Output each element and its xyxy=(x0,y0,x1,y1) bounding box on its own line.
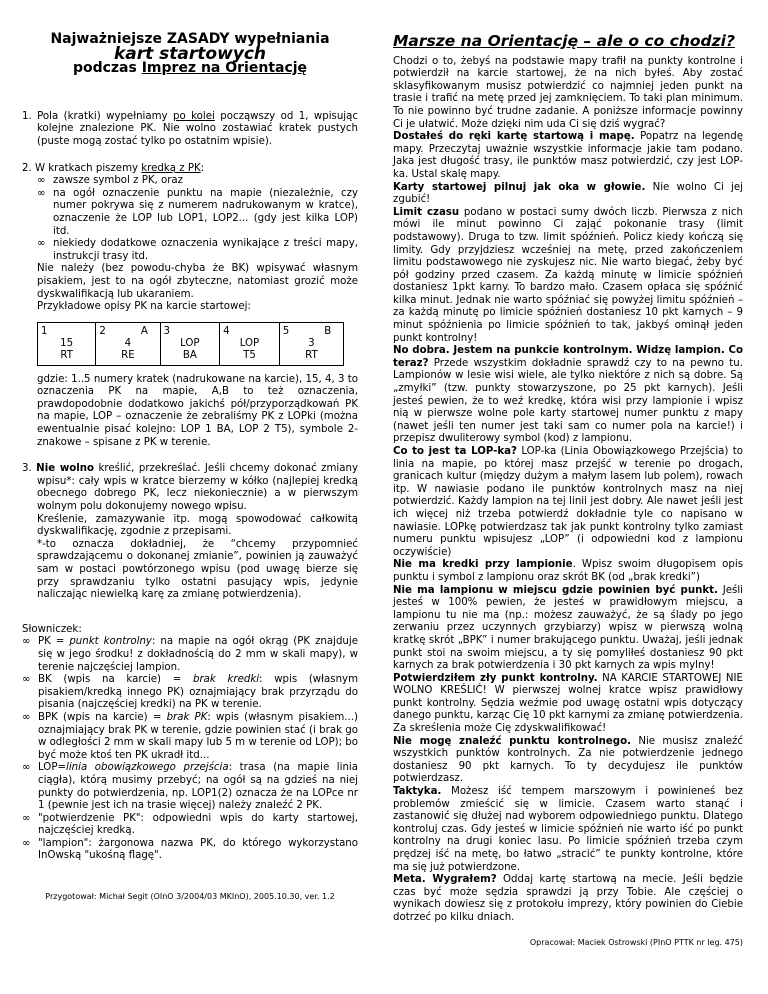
paragraph-lead: Limit czasu xyxy=(393,206,460,218)
paragraph-body: podano w postaci sumy dwóch liczb. Pierwsza z nich mówi ile minut powinno Ci zająć pokonanie trasy (limit podstawowy). Druga to tzw. limit spóźnień. Policz kiedy kończą się limity. Gdy przyjdziesz wcześniej na metę, przed zakończeniem limitu podstawowego nie zyskujesz nic. Nie warto biegać, żeby być pół godziny przed czasem. Za każdą minutę w limicie spóźnień dostaniesz 1pkt karny. To bardzo mało. Czasem opłaca się spóźnić kilka minut. Jednak nie warto spóźniać się powyżej limitu spóźnień – za każdą minutę po limicie spóźnień dostaniesz 10 pkt karnych – 9 minut spóźnienia po limicie spóźnień to tak, jakbyś ominął jeden punkt kontrolny! xyxy=(393,206,743,344)
right-paragraph xyxy=(393,559,743,584)
list-item xyxy=(37,175,358,188)
pk-example-table xyxy=(37,322,344,366)
s2-b: : xyxy=(200,162,205,174)
s3-num: 3. xyxy=(22,463,37,475)
list-item xyxy=(22,636,358,674)
definition: : wpis (własnym pisakiem...) oznajmiający brak PK w terenie, gdzie powinien stać (i brak go w odległości 2 mm w skali mapy lub 5 m w terenie od LOP); bo być może ktoś ten PK ukradł itd... xyxy=(38,711,358,761)
table-cell xyxy=(96,322,160,365)
list-item-text: niekiedy dodatkowe oznaczenia wynikające z treści mapy, instrukcji trasy itd. xyxy=(53,238,358,262)
term-italic: brak PK xyxy=(166,711,208,723)
paragraph-lead: Taktyka. xyxy=(393,786,442,798)
bullet-icon: ∞ xyxy=(22,762,31,774)
right-paragraph xyxy=(393,786,743,874)
paragraph-body: NA KARCIE STARTOWEJ NIE WOLNO KREŚLIĆ! W pierwszej wolnej kratce wpisz prawidłowy punkt kontrolny. Sędzia weźmie pod uwagę ostatni wpis dotyczący danego punktu, karząc Cię 10 pkt karnymi za zmianę potwierdzenia. Za skreślenia może Cię zdyskwalifikować! xyxy=(393,672,743,735)
cell-number: 5 xyxy=(282,325,290,337)
section-2-list xyxy=(22,175,358,263)
table-cell xyxy=(220,322,280,365)
left-title-line2: kart startowych xyxy=(113,43,267,64)
right-paragraph xyxy=(393,345,743,446)
right-title: Marsze na Orientację – ale o co chodzi? xyxy=(393,32,735,50)
left-title-line3-b: Imprez na Orientację xyxy=(141,60,308,77)
list-item xyxy=(22,762,358,812)
cell-line: RT xyxy=(60,349,73,361)
cell-number: 1 xyxy=(41,325,48,337)
table-cell xyxy=(279,322,343,365)
list-item-text: na ogół oznaczenie punktu na mapie (niezależnie, czy numer pokrywa się z numerem nadrukowanym w kratce), oznaczenie że LOP lub LOP1, LOP2... (gdy jest kilka LOP) itd. xyxy=(53,187,358,237)
definition: : trasa (na mapie linia ciągła), którą musimy przebyć; na ogół są na gdzieś na niej punkty do potwierdzenia, np. LOP1(2) oznacza że na LOPce nr 1 (pewnie jest ich na trasie więcej) należy znaleźć 2 PK. xyxy=(38,762,358,812)
paragraph-lead: Nie ma kredki przy lampionie xyxy=(393,559,573,571)
term-italic: brak kredki xyxy=(192,674,260,686)
paragraph-body: Przede wszystkim dokładnie sprawdź czy to na pewno tu. Lampionów w lesie wisi wiele, ale tylko niektóre z nich są dobre. Są „zmyłki” (tzw. punkty stowarzyszone, po 25 pkt karnych). Jeśli jesteś pewien, że to weź kredkę, która wisi przy lampionie i wpisz nią w pierwsze wolne pole karty startowej numer punktu z mapy (nawet jeśli ten numer jest taki sam co numer pola na karcie!) i przepisz dwuliterowy symbol (kod) z lampionu. xyxy=(393,357,743,445)
bullet-icon: ∞ xyxy=(22,674,31,686)
cell-line: RT xyxy=(305,349,318,361)
term-italic: punkt kontrolny xyxy=(69,636,152,648)
paragraph-lead: Nie ma lampionu w miejscu gdzie powinien być punkt. xyxy=(393,584,718,596)
section-2-heading xyxy=(22,163,358,176)
s1-b: począwszy od 1, wpisując kolejne znalezione PK. Nie wolno zostawiać kratek pustych (puste mogą zostać tylko po ostatnim wpisie). xyxy=(37,110,358,147)
paragraph-lead: No dobra. Jestem na punkcie kontrolnym. Widzę lampion. Co teraz? xyxy=(393,345,743,369)
right-paragraph xyxy=(393,874,743,924)
right-paragraph xyxy=(393,131,743,181)
right-paragraph xyxy=(393,673,743,736)
right-paragraph xyxy=(393,56,743,132)
s1-a: 1. Pola (kratki) wypełniamy xyxy=(22,110,174,122)
cell-line: 4 xyxy=(124,337,132,349)
section-2 xyxy=(22,163,358,450)
section-2-para3: gdzie: 1..5 numery kratek (nadrukowane na karcie), 15, 4, 3 to oznaczenia PK na mapie, A,B to też oznaczenia, prawdopodobnie dodatkowo jakichś pół/przyporządkowań PK na mapie, LOP – oznaczenie że zebraliśmy PK z LOPki (można ewentualnie pisać kolejno: LOP 1 BA, LOP 2 T5), symbole 2-znakowe – spisane z PK w terenie. xyxy=(37,373,358,448)
right-paragraph xyxy=(393,446,743,559)
term: PK = xyxy=(38,636,70,648)
section-1 xyxy=(22,111,358,149)
bullet-icon: ∞ xyxy=(22,812,31,824)
definition: : na mapie na ogół okrąg (PK znajduje się w jego środku! z dokładnością do 2 mm w skali mapy), w terenie najczęściej lampion. xyxy=(38,636,358,673)
left-column xyxy=(22,0,358,904)
list-item xyxy=(37,188,358,238)
bullet-icon: ∞ xyxy=(37,175,46,187)
paragraph-body: Nie musisz znaleźć wszystkich punktów kontrolnych. Za nie potwierdzenie jednego dostaniesz 90 pkt karnych. To ty decydujesz ile punktów potwierdzasz. xyxy=(393,735,744,785)
paragraph-lead: Dostałeś do ręki kartę startową i mapę. xyxy=(393,131,635,143)
right-paragraph xyxy=(393,207,743,346)
paragraph-body: Nie wolno Ci jej zgubić! xyxy=(393,181,743,206)
term: BPK (wpis na karcie) = xyxy=(38,711,167,723)
s2-a: 2. W kratkach piszemy xyxy=(22,162,142,174)
table-cell xyxy=(38,322,96,365)
left-title-line3-a: podczas xyxy=(72,60,142,77)
section-3-para2: Kreślenie, zamazywanie itp. mogą spowodować całkowitą dyskwalifikację, zgodnie z przepisami. xyxy=(37,513,358,538)
bullet-icon: ∞ xyxy=(22,636,31,648)
section-2-para1: Nie należy (bez powodu-chyba że BK) wpisywać własnym pisakiem, jest to na ogół zbyteczne, natomiast grozić może dyskwalifikacją lub ukaraniem. xyxy=(37,263,358,300)
term: "lampion": żargonowa nazwa PK, do którego wykorzystano InOwską "ukośną flagę". xyxy=(38,837,358,862)
bullet-icon: ∞ xyxy=(22,837,31,849)
list-item xyxy=(22,813,358,838)
right-footer: Opracował: Maciek Ostrowski (PInO PTTK nr leg. 475) xyxy=(529,937,743,947)
cell-number: 3 xyxy=(163,325,170,337)
bullet-icon: ∞ xyxy=(37,238,46,250)
definition: : wpis (własnym pisakiem/kredką innego PK) oznajmiający brak przyrządu do pisania (najczęściej kredki) na PK w terenie. xyxy=(38,674,358,711)
left-footer: Przygotował: Michał Segit (OInO 3/2004/03 MKInO), 2005.10.30, ver. 1.2 xyxy=(45,892,335,902)
left-title-line3 xyxy=(22,62,358,75)
paragraph-body: Oddaj kartę startową na mecie. Jeśli będzie czas być może sędzia sprawdzi ją przy Tobie. Ale częściej o wynikach dowiesz się z protokołu imprezy, który powinien do Ciebie dotrzeć po kilku dniach. xyxy=(393,874,743,923)
bullet-icon: ∞ xyxy=(37,187,46,199)
table-cell xyxy=(160,322,220,365)
right-paragraph xyxy=(393,585,743,673)
cell-number: 2 xyxy=(99,325,106,337)
cell-line: RE xyxy=(121,349,135,361)
list-item-text: zawsze symbol z PK, oraz xyxy=(53,175,184,187)
paragraph-body: Możesz iść tempem marszowym i powinieneś bez problemów zmieścić się w limicie. Czasem warto stanąć i zastanowić się dłużej nad wyborem odpowiedniego punktu. Dlatego kontroluj czas. Gdy jesteś w limicie spóźnień nie warto iść po punkt kontrolny na drugi koniec lasu. Po limicie spóźnień trzeba czym prędzej iść na metę, bo łatwo „stracić” te punkty kontrolne, które ma się już potwierdzone. xyxy=(393,786,743,873)
paragraph-lead: Potwierdziłem zły punkt kontrolny. xyxy=(393,672,598,684)
section-3-para3: *-to oznacza dokładniej, że “chcemy przypomnieć sprawdzającemu o dokonanej zmianie”, powinien ją zauważyć sam w postaci powtórzonego wpisu (pod uwagę bierze się przy sprawdzaniu tylko ostatni pasujący wpis, jedynie naliczając niewielką karę za zmianę potwierdzenia). xyxy=(37,538,358,601)
left-title-block xyxy=(22,33,358,75)
paragraph-body: LOP-ka (Linia Obowiązkowego Przejścia) to linia na mapie, po której masz przejść w terenie po drogach, granicach kultur (między dużym a małym lasem lub polem), rowach itp. W nawiasie podano ile punktów kontrolnych masz na niej potwierdzić. Każdy lampion na tej linii jest dobry. Ale nawet jeśli jest ich więcej niż trzeba potwierdź dokładnie tyle co napisano w nawiasie. LOPkę potwierdzasz tak jak punkt kontrolny tylko zamiast numeru punktu wpisujesz „LOP” (i odpowiedni kod z lampionu oczywiście) xyxy=(393,446,743,558)
cell-line: LOP xyxy=(180,337,200,349)
cell-line: 15 xyxy=(60,337,74,349)
list-item xyxy=(37,238,358,263)
term-italic: linia obowiązkowego przejścia xyxy=(66,762,229,774)
dictionary-list xyxy=(22,636,358,863)
paragraph-lead: Co to jest ta LOP-ka? xyxy=(393,446,517,457)
section-3-text xyxy=(22,463,358,513)
cell-line: 3 xyxy=(308,337,315,349)
paragraph-lead: Nie mogę znaleźć punktu kontrolnego. xyxy=(393,735,631,747)
paragraph-body: Chodzi o to, żebyś na podstawie mapy trafił na punkty kontrolne i potwierdził na karcie startowej, że na nich byłeś. Aby zostać sklasyfikowanym musisz potwierdzić co najmniej jeden punkt na trasie i trafić na metę przed jej zamknięciem. To taki plan minimum. To nie powinno być trudne zadanie. A poniższe informacje powinny Ci je ułatwić. Może dzięki nim uda Ci się dziś wygrać? xyxy=(393,55,743,130)
s3-a: kreślić, przekreślać. Jeśli chcemy dokonać zmiany wpisu*: cały wpis w kratce bierzemy w kółko (najlepiej kredką obecnego dobrego PK, lecz niekoniecznie) a w pierwszym wolnym polu dokonujemy nowego wpisu. xyxy=(37,463,358,513)
dictionary-title: Słowniczek: xyxy=(22,623,82,635)
list-item xyxy=(22,674,358,712)
right-paragraphs xyxy=(393,56,743,925)
list-item xyxy=(22,712,358,762)
term: LOP= xyxy=(38,762,67,774)
cell-line: BA xyxy=(182,349,197,361)
paragraph-lead: Karty startowej pilnuj jak oka w głowie. xyxy=(393,181,646,193)
cell-number: 4 xyxy=(223,325,230,337)
section-2-para2: Przykładowe opisy PK na karcie startowej: xyxy=(37,301,251,313)
section-3 xyxy=(22,463,358,602)
table-row xyxy=(38,322,344,365)
section-1-text xyxy=(22,111,358,149)
bullet-icon: ∞ xyxy=(22,711,31,723)
paragraph-body: . Wpisz swoim długopisem opis punktu i symbol z lampionu oraz skrót BK (od „brak kredki”) xyxy=(393,559,743,583)
cell-line: B xyxy=(324,325,332,337)
cell-line: LOP xyxy=(239,337,260,349)
left-title-line1: Najważniejsze ZASADY wypełniania xyxy=(50,31,330,47)
dictionary xyxy=(22,624,358,863)
paragraph-body: Popatrz na legendę mapy. Przeczytaj uważnie wszystkie informacje jakie tam podano. Jaka jest długość trasy, ile punktów masz potwierdzić, czy jest LOP-ka. Ustal skalę mapy. xyxy=(393,131,743,180)
right-column xyxy=(393,0,743,949)
s1-u: po kolei xyxy=(173,110,215,122)
s3-bold: Nie wolno xyxy=(36,463,95,475)
right-paragraph xyxy=(393,736,743,786)
paragraph-body: Jeśli jesteś w 100% pewien, że jesteś w prawidłowym miejscu, a lampionu tu nie ma (np.: możesz zauważyć, że są ślady po jego zerwaniu przez uczynnych grzybiarzy) wpisz w pierwszą wolną kratkę skrót „BPK” i numer brakującego punktu. Uważaj, jeśli jednak punkt stoi na swoim miejscu, a ty się pomyliłeś dostaniesz 90 pkt karnych za brak potwierdzenia i 30 pkt karnych za wpis mylny! xyxy=(393,584,744,672)
right-paragraph xyxy=(393,182,743,207)
term: "potwierdzenie PK": odpowiedni wpis do karty startowej, najczęściej kredką. xyxy=(38,812,358,837)
term: BK (wpis na karcie) = xyxy=(38,674,193,686)
s2-u: kredką z PK xyxy=(141,162,201,174)
list-item xyxy=(22,838,358,863)
cell-line: A xyxy=(140,325,148,337)
paragraph-lead: Meta. Wygrałem? xyxy=(393,874,497,886)
cell-line: T5 xyxy=(243,349,256,361)
